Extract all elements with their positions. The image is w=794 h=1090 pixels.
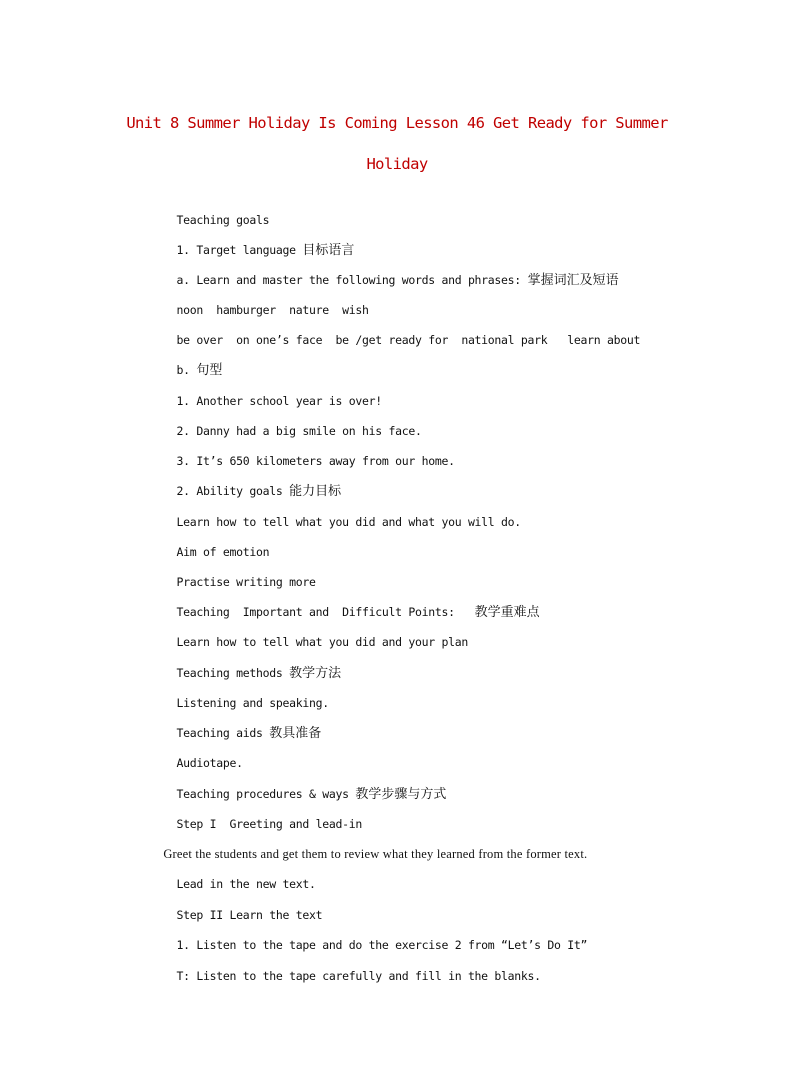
line-chinese: 教学步骤与方式	[355, 787, 447, 802]
line-text: a. Learn and master the following words and phrases:	[176, 273, 528, 287]
line-text: Teaching methods	[176, 666, 290, 680]
line-text: Teaching Important and Difficult Points:	[176, 605, 475, 619]
line-text: Aim of emotion	[176, 545, 270, 559]
line-text: Teaching goals	[176, 213, 270, 227]
line-text: Step II Learn the text	[176, 908, 323, 922]
line-text: Practise writing more	[176, 575, 316, 589]
line-text: T: Listen to the tape carefully and fill in the blanks.	[176, 969, 541, 983]
line-chinese: 教学重难点	[474, 605, 540, 620]
line-text: 1. Another school year is over!	[176, 394, 382, 408]
line-chinese: 能力目标	[289, 484, 342, 499]
line-chinese: 掌握词汇及短语	[527, 273, 619, 288]
body-line	[150, 319, 640, 362]
line-text: 2. Ability goals	[176, 484, 290, 498]
line-text: Teaching aids	[176, 726, 270, 740]
line-chinese: 教具准备	[269, 726, 322, 741]
line-chinese: 句型	[196, 363, 223, 378]
line-chinese: 教学方法	[289, 666, 342, 681]
document-title-line-1: Unit 8 Summer Holiday Is Coming Lesson 46 Get Ready for Summer	[126, 114, 668, 132]
body-line	[150, 955, 541, 998]
line-text: 1. Target language	[176, 243, 303, 257]
line-text: 1. Listen to the tape and do the exercise 2 from “Let’s Do It”	[176, 938, 588, 952]
line-text: be over on one’s face be /get ready for national park learn about	[176, 333, 641, 347]
line-text: Teaching procedures & ways	[176, 787, 356, 801]
line-text: Learn how to tell what you did and what you will do.	[176, 515, 521, 529]
line-text: noon hamburger nature wish	[176, 303, 369, 317]
line-text: Lead in the new text.	[176, 877, 316, 891]
line-text: Listening and speaking.	[176, 696, 329, 710]
line-text: 2. Danny had a big smile on his face.	[176, 424, 422, 438]
line-text: Step I Greeting and lead-in	[176, 817, 362, 831]
document-title-line-2: Holiday	[366, 155, 428, 173]
line-chinese: 目标语言	[302, 243, 355, 258]
line-text: b.	[176, 363, 197, 377]
line-text: Learn how to tell what you did and your plan	[176, 635, 468, 649]
line-text: Greet the students and get them to review what they learned from the former text.	[163, 847, 588, 861]
line-text: 3. It’s 650 kilometers away from our home.	[176, 454, 455, 468]
line-text: Audiotape.	[176, 756, 243, 770]
